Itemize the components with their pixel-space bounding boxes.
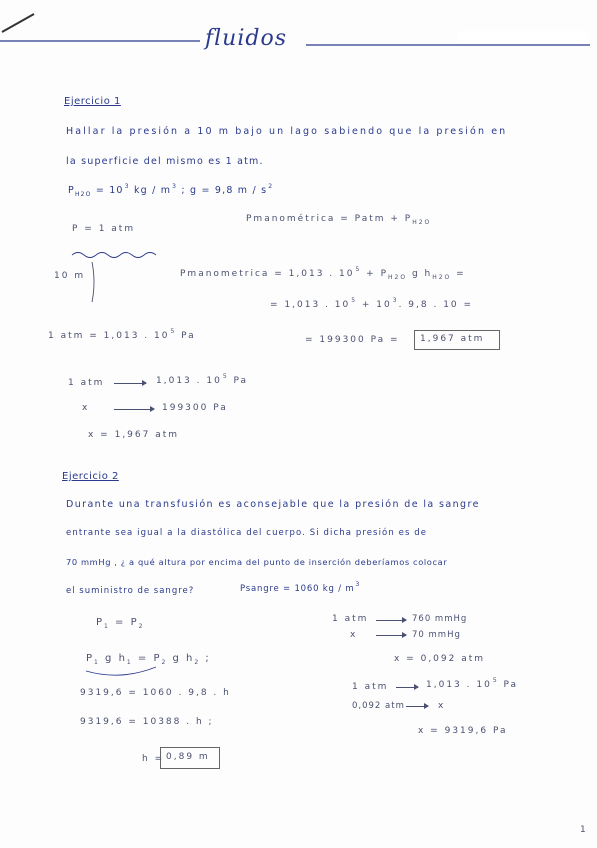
equation-2: $P_1$ g $h_1 = P_2$ g $h_2$ ; <box>86 653 211 666</box>
exercise-2-statement-line-4: el suministro de sangre? <box>66 586 195 596</box>
height-result: 0,89 m <box>166 752 210 762</box>
equation-1: $P_1 = P_2$ <box>96 617 145 630</box>
conv-1-right: 760 mmHg <box>412 614 468 624</box>
atm-conversion: 1 atm = 1,013 . $10^5$ Pa <box>48 328 196 341</box>
depth-label: 10 m <box>54 271 86 281</box>
exercise-1-data: $P_{H2O} = 10^3$ kg / $m^3$ ; g = 9,8 m / $s^2$ <box>68 183 274 198</box>
conv-4-right: 1,013 . $10^5$ Pa <box>426 677 519 690</box>
conv-2-left: x <box>350 630 358 640</box>
arrow-icon <box>396 687 418 688</box>
conv-5-left: 0,092 atm <box>352 701 405 711</box>
conv-3: x = 0,092 atm <box>394 654 486 664</box>
conv-6: x = 9319,6 Pa <box>418 726 508 736</box>
conv-4-left: 1 atm <box>352 682 389 692</box>
equation-3: 9319,6 = 1060 . 9,8 . h <box>80 688 231 698</box>
page-number: 1 <box>580 825 588 835</box>
rule-1-left: 1 atm <box>68 378 105 388</box>
result-1: 1,967 atm <box>420 334 485 344</box>
blood-density: Psangre = 1060 kg / $m^3$ <box>240 581 361 594</box>
manometric-formula: Pmanométrica = Patm + $P_{H2O}$ <box>246 214 432 226</box>
calc-line-3: = 199300 Pa = <box>305 335 400 345</box>
depth-bracket <box>92 262 94 302</box>
arrow-icon <box>376 620 406 621</box>
height-label: h = <box>142 754 165 764</box>
exercise-1-statement-line-1: Hallar la presión a 10 m bajo un lago sabiendo que la presión en <box>66 126 508 137</box>
conv-1-left: 1 atm <box>332 614 369 624</box>
conv-2-right: 70 mmHg <box>412 630 461 640</box>
arrow-icon <box>406 706 428 707</box>
exercise-2-statement-line-1: Durante una transfusión es aconsejable que la presión de la sangre <box>66 499 480 510</box>
rule-3: x = 1,967 atm <box>88 430 180 440</box>
surface-wave <box>72 253 156 258</box>
exercise-2-heading: Ejercicio 2 <box>62 471 119 482</box>
rule-2-left: x <box>82 403 90 413</box>
conv-5-right: x <box>438 701 446 711</box>
rule-2-right: 199300 Pa <box>162 403 228 413</box>
arrow-icon <box>114 383 146 384</box>
exercise-1-statement-line-2: la superficie del mismo es 1 atm. <box>66 156 264 167</box>
calc-line-2: = 1,013 . $10^5 + 10^3$. 9,8 . 10 = <box>270 297 474 310</box>
exercise-2-statement-line-2: entrante sea igual a la diastólica del cuerpo. Si dicha presión es de <box>66 528 428 538</box>
equation-4: 9319,6 = 10388 . h ; <box>80 717 214 727</box>
rule-1-right: 1,013 . $10^5$ Pa <box>156 373 249 386</box>
header-redaction <box>458 31 588 43</box>
exercise-2-statement-line-3: 70 mmHg , ¿ a qué altura por encima del punto de inserción deberíamos colocar <box>66 557 448 567</box>
eq-underline <box>86 667 156 675</box>
arrow-icon <box>114 409 154 410</box>
page-title: fluidos <box>205 26 288 51</box>
exercise-1-heading: Ejercicio 1 <box>64 96 121 107</box>
arrow-icon <box>376 635 406 636</box>
calc-line-1: Pmanometrica = 1,013 . $10^5 + P_{H2O}$ g $h_{H2O}$ = <box>180 266 466 281</box>
surface-pressure-label: P = 1 atm <box>72 224 136 234</box>
